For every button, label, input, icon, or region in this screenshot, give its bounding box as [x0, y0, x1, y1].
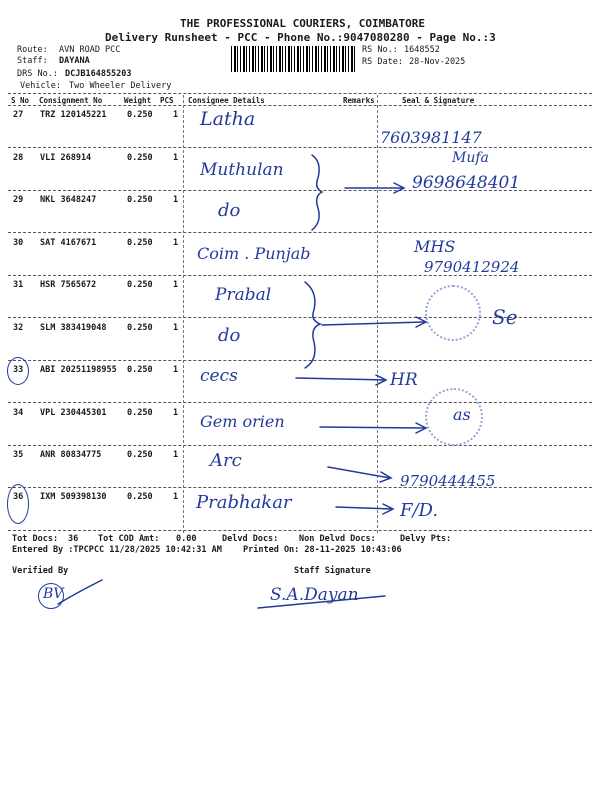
table-row-consignment: HSR 7565672 — [40, 280, 97, 290]
signature-handwriting: 9698648401 — [412, 173, 521, 193]
table-row-consignment: SAT 4167671 — [40, 238, 97, 248]
table-row-pcs: 1 — [173, 408, 179, 418]
staff-signature-label: Staff Signature — [294, 566, 371, 576]
non-delvd-docs-label: Non Delvd Docs: — [299, 534, 376, 544]
col-pcs: PCS — [160, 96, 174, 105]
table-row-sno: 33 — [13, 365, 24, 375]
table-row-consignment: VPL 230445301 — [40, 408, 107, 418]
table-row-sno: 27 — [13, 110, 24, 120]
table-row-pcs: 1 — [173, 323, 179, 333]
staff-value: DAYANA — [59, 56, 90, 66]
table-row-weight: 0.250 — [127, 110, 153, 120]
table-row-pcs: 1 — [173, 365, 179, 375]
drs-label: DRS No.: — [17, 69, 58, 79]
consignee-handwriting: Gem orien — [200, 412, 285, 431]
signature-handwriting: 9790412924 — [424, 258, 520, 276]
printed-on: Printed On: 28-11-2025 10:43:06 — [243, 545, 402, 555]
delvy-pts-label: Delvy Pts: — [400, 534, 452, 544]
verified-by-label: Verified By — [12, 566, 69, 576]
table-row-weight: 0.250 — [127, 195, 153, 205]
consignee-handwriting: Muthulan — [200, 160, 284, 180]
signature-handwriting: 9790444455 — [400, 472, 496, 490]
vehicle-value: Two Wheeler Delivery — [69, 81, 172, 91]
table-row-pcs: 1 — [173, 280, 179, 290]
table-row-weight: 0.250 — [127, 450, 153, 460]
table-row-weight: 0.250 — [127, 492, 153, 502]
col-consignment-no: Consignment No — [39, 96, 103, 105]
entered-by: Entered By :TPCPCC 11/28/2025 10:42:31 AM — [12, 545, 222, 555]
rs-date-label: RS Date: — [362, 57, 403, 67]
table-row-weight: 0.250 — [127, 323, 153, 333]
table-row-weight: 0.250 — [127, 280, 153, 290]
table-row-sno: 34 — [13, 408, 24, 418]
table-row-sno: 35 — [13, 450, 24, 460]
consignee-handwriting: Coim . Punjab — [197, 244, 311, 263]
table-row-weight: 0.250 — [127, 238, 153, 248]
verifier-initials: BV — [43, 586, 64, 602]
tot-cod-label: Tot COD Amt: — [98, 534, 160, 544]
signature-handwriting: Mufa — [452, 150, 489, 166]
consignee-handwriting: Prabal — [215, 285, 272, 305]
table-row-consignment: NKL 3648247 — [40, 195, 97, 205]
consignee-handwriting: do — [218, 325, 241, 346]
table-row-sno: 30 — [13, 238, 24, 248]
signature-handwriting: 7603981147 — [380, 128, 482, 147]
staff-label: Staff: — [17, 56, 48, 66]
consignee-handwriting: Latha — [200, 108, 256, 130]
rs-no-value: 1648552 — [404, 45, 440, 55]
table-row-pcs: 1 — [173, 195, 179, 205]
company-name: THE PROFESSIONAL COURIERS, COIMBATORE — [180, 17, 426, 30]
table-row-consignment: ABI 20251198955 — [40, 365, 117, 375]
table-row-consignment: TRZ 120145221 — [40, 110, 107, 120]
table-row-pcs: 1 — [173, 238, 179, 248]
col-seal-signature: Seal & Signature — [402, 96, 475, 105]
table-row-weight: 0.250 — [127, 365, 153, 375]
signature-handwriting: F/D. — [400, 500, 439, 521]
table-row-weight: 0.250 — [127, 408, 153, 418]
table-row-sno: 36 — [13, 492, 24, 502]
col-remarks: Remarks — [343, 96, 375, 105]
table-row-sno: 31 — [13, 280, 24, 290]
consignee-handwriting: do — [218, 200, 241, 221]
table-row-sno: 28 — [13, 153, 24, 163]
delvd-docs-label: Delvd Docs: — [222, 534, 279, 544]
tot-docs-value: 36 — [68, 534, 79, 544]
vehicle-label: Vehicle: — [20, 81, 61, 91]
table-row-consignment: ANR 80834775 — [40, 450, 102, 460]
signature-handwriting: as — [453, 405, 471, 424]
staff-signature-handwriting: S.A.Dayan — [270, 585, 359, 605]
table-row-weight: 0.250 — [127, 153, 153, 163]
table-row-pcs: 1 — [173, 450, 179, 460]
col-weight: Weight — [124, 96, 152, 105]
table-row-pcs: 1 — [173, 110, 179, 120]
table-row-pcs: 1 — [173, 492, 179, 502]
rs-no-label: RS No.: — [362, 45, 398, 55]
signature-handwriting: MHS — [414, 237, 456, 256]
consignee-handwriting: cecs — [200, 366, 238, 386]
tot-cod-value: 0.00 — [176, 534, 197, 544]
runsheet-subtitle: Delivery Runsheet - PCC - Phone No.:9047080280 - Page No.:3 — [105, 31, 496, 44]
table-row-pcs: 1 — [173, 153, 179, 163]
table-row-sno: 29 — [13, 195, 24, 205]
signature-handwriting: Se — [492, 305, 518, 329]
consignee-handwriting: Prabhakar — [196, 492, 292, 513]
col-sno: S No — [11, 96, 30, 105]
table-row-consignment: VLI 268914 — [40, 153, 92, 163]
table-row-consignment: IXM 509398130 — [40, 492, 107, 502]
table-row-consignment: SLM 383419048 — [40, 323, 107, 333]
route-label: Route: — [17, 45, 48, 55]
table-row-sno: 32 — [13, 323, 24, 333]
rs-date-value: 28-Nov-2025 — [409, 57, 466, 67]
signature-handwriting: HR — [390, 370, 418, 390]
tot-docs-label: Tot Docs: — [12, 534, 59, 544]
drs-value: DCJB164855203 — [65, 69, 132, 79]
col-consignee: Consignee Details — [188, 96, 265, 105]
route-value: AVN ROAD PCC — [59, 45, 121, 55]
consignee-handwriting: Arc — [210, 450, 242, 471]
